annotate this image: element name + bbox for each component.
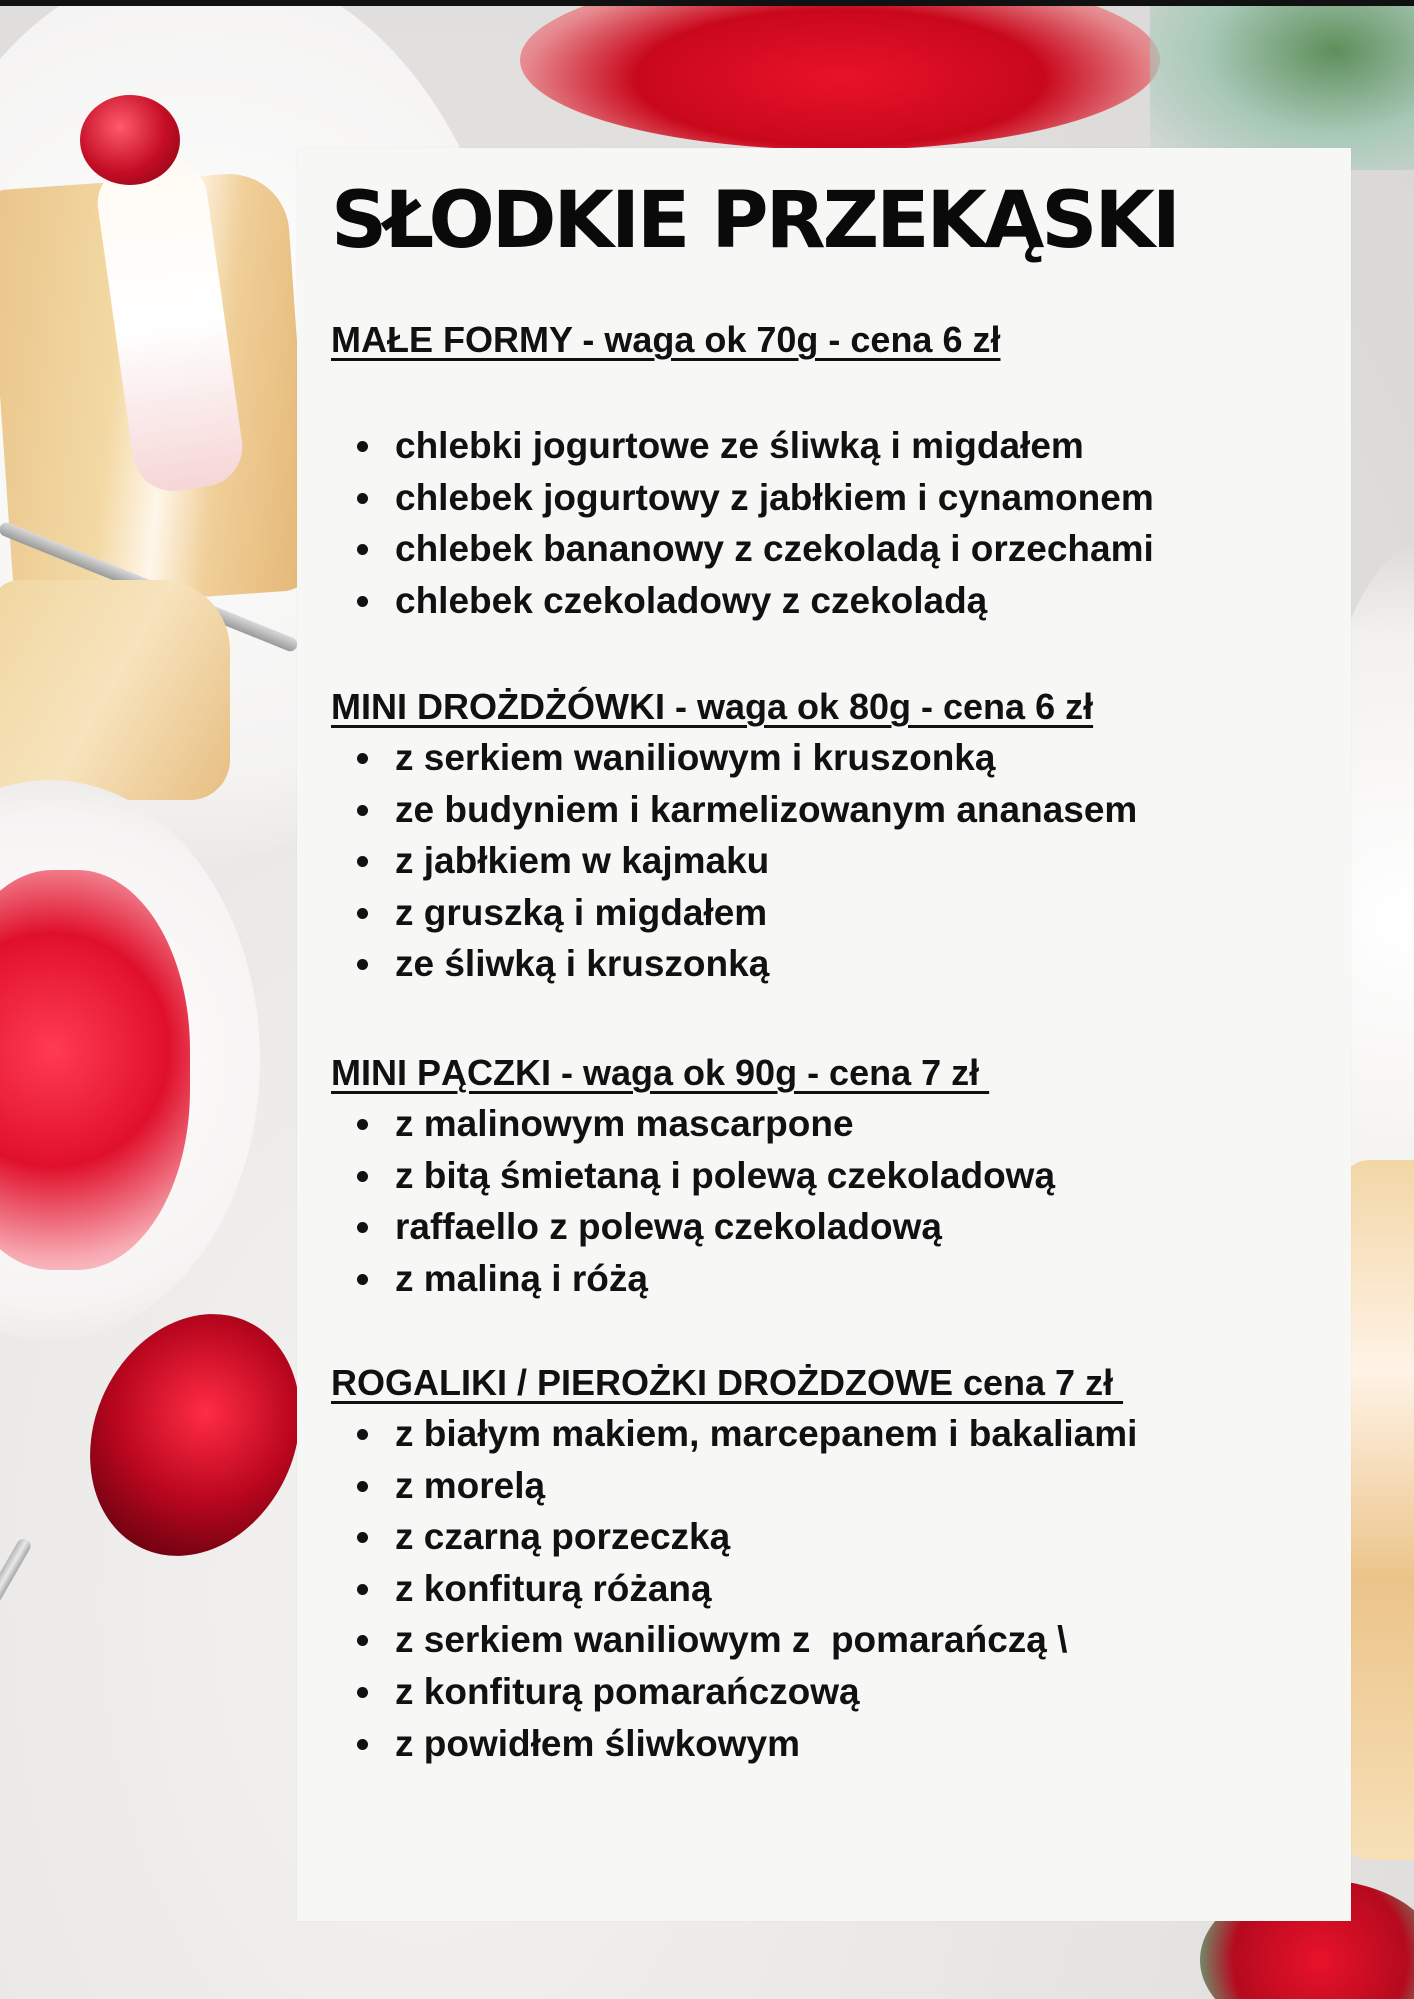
- list-item: chlebek czekoladowy z czekoladą: [331, 575, 1154, 627]
- list-item: ze budyniem i karmelizowanym ananasem: [331, 784, 1137, 836]
- leaves-image: [1150, 0, 1414, 170]
- section-heading: ROGALIKI / PIEROŻKI DROŻDZOWE cena 7 zł: [331, 1362, 1124, 1403]
- section-male-formy: [331, 318, 1154, 626]
- list-item: z morelą: [331, 1460, 1137, 1512]
- list-item: chlebek bananowy z czekoladą i orzechami: [331, 523, 1154, 575]
- list-item: z bitą śmietaną i polewą czekoladową: [331, 1150, 1055, 1202]
- list-item: z czarną porzeczką: [331, 1511, 1137, 1563]
- list-item: raffaello z polewą czekoladową: [331, 1201, 1055, 1253]
- top-border: [0, 0, 1414, 6]
- list-item: z malinowym mascarpone: [331, 1098, 1055, 1150]
- section-rogaliki: [331, 1361, 1137, 1769]
- list-item: z białym makiem, marcepanem i bakaliami: [331, 1408, 1137, 1460]
- cake-right-image: [1340, 1160, 1414, 1860]
- section-heading: MAŁE FORMY - waga ok 70g - cena 6 zł: [331, 319, 1001, 360]
- list-item: z maliną i różą: [331, 1253, 1055, 1305]
- item-list: [331, 1408, 1137, 1769]
- section-heading: MINI DROŻDŻÓWKI - waga ok 80g - cena 6 zł: [331, 686, 1094, 727]
- item-list: [331, 732, 1137, 990]
- item-list: [331, 420, 1154, 626]
- list-item: z jabłkiem w kajmaku: [331, 835, 1137, 887]
- list-item: z serkiem waniliowym i kruszonką: [331, 732, 1137, 784]
- page-title: SŁODKIE PRZEKĄSKI: [331, 176, 1178, 266]
- list-item: ze śliwką i kruszonką: [331, 938, 1137, 990]
- item-list: [331, 1098, 1055, 1304]
- list-item: z konfiturą różaną: [331, 1563, 1137, 1615]
- list-item: z konfiturą pomarańczową: [331, 1666, 1137, 1718]
- menu-card: [297, 148, 1351, 1921]
- section-mini-paczki: [331, 1051, 1055, 1304]
- list-item: z powidłem śliwkowym: [331, 1718, 1137, 1770]
- cake-piece-image: [0, 580, 230, 800]
- list-item: z gruszką i migdałem: [331, 887, 1137, 939]
- list-item: chlebki jogurtowe ze śliwką i migdałem: [331, 420, 1154, 472]
- list-item: z serkiem waniliowym z pomarańczą \: [331, 1614, 1137, 1666]
- cherry-image: [80, 95, 180, 185]
- section-heading: MINI PĄCZKI - waga ok 90g - cena 7 zł: [331, 1052, 990, 1093]
- list-item: chlebek jogurtowy z jabłkiem i cynamonem: [331, 472, 1154, 524]
- section-mini-drozdzowki: [331, 685, 1137, 990]
